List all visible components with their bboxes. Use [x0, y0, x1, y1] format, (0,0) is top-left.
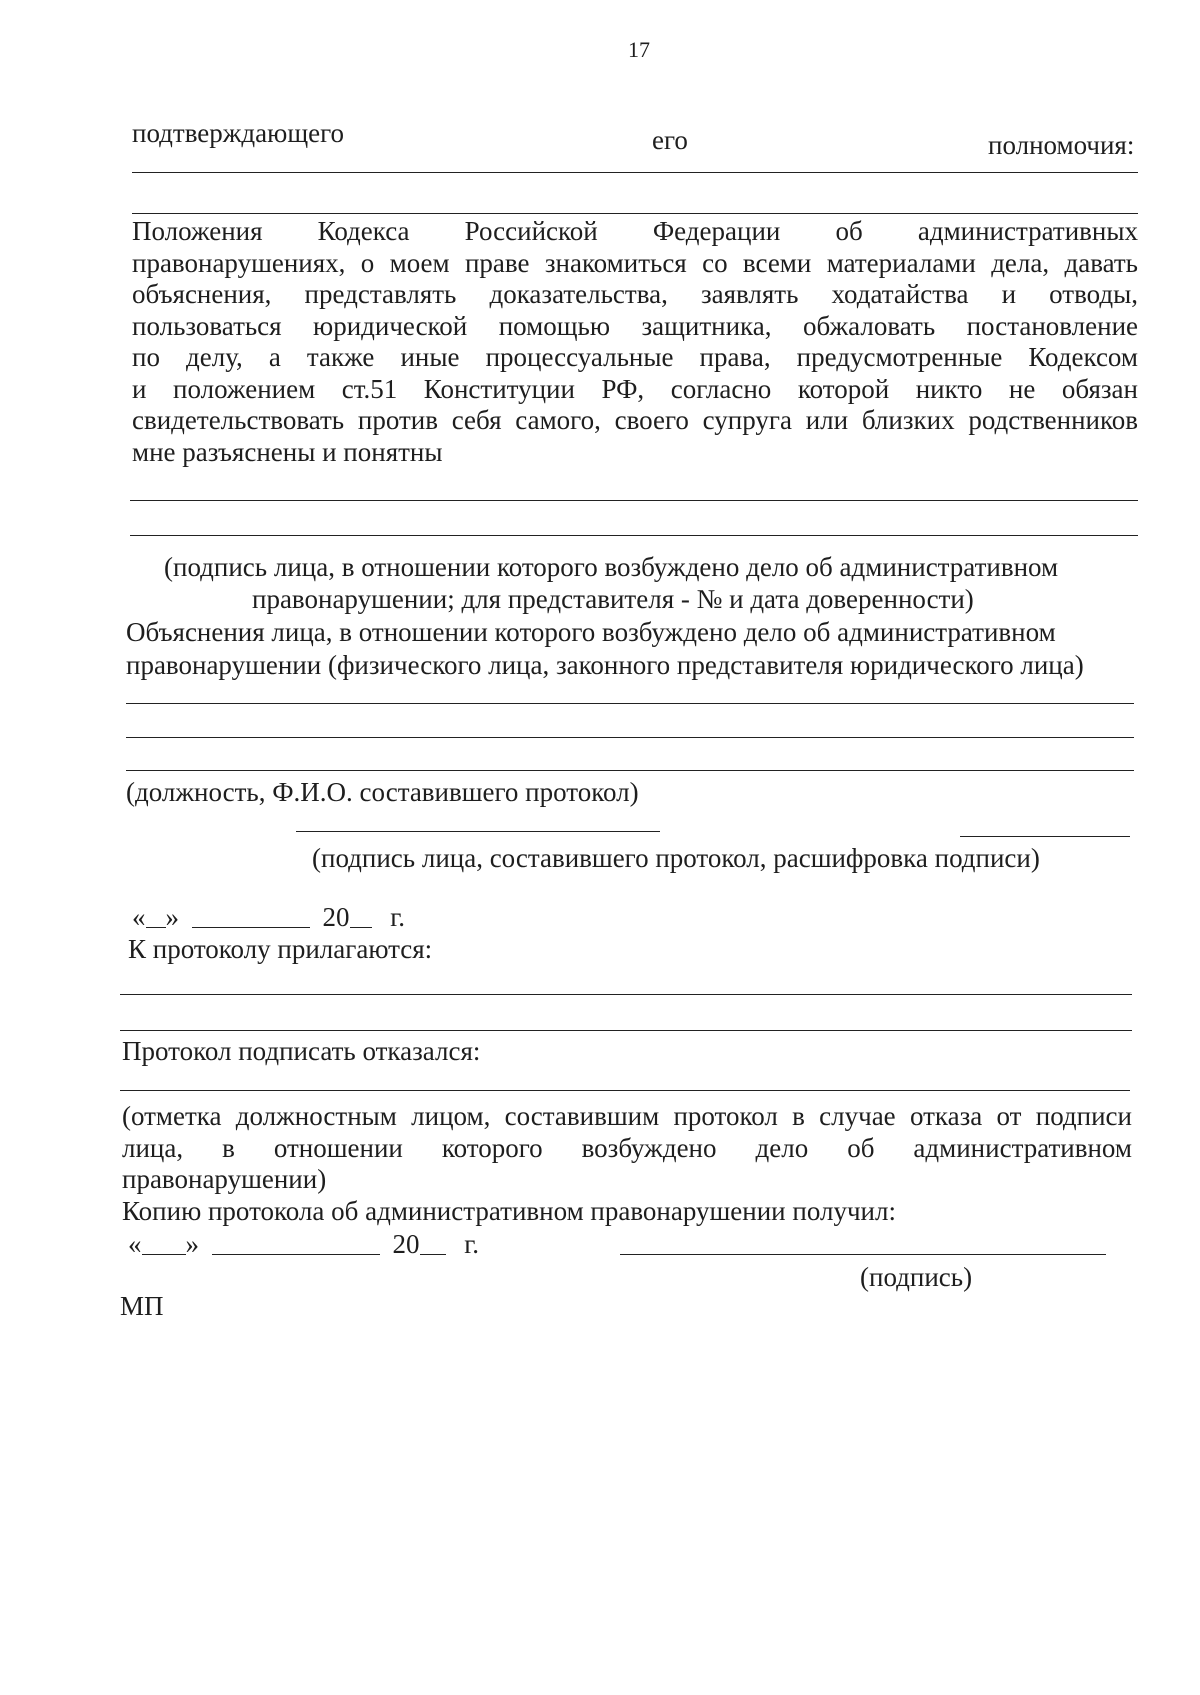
- copy-received-date: [128, 1229, 479, 1260]
- refusal-note: [122, 1101, 1132, 1195]
- date-open-quote: «: [128, 1229, 142, 1259]
- officer-signature-caption: (подпись лица, составившего протокол, расшифровка подписи): [312, 843, 1040, 873]
- header-word-1: подтверждающего: [132, 118, 345, 148]
- signature-caption: (подпись лица, в отношении которого возбуждено дело об административном: [164, 552, 1059, 582]
- header-word-3: полномочия:: [988, 130, 1135, 160]
- date-day-blank: [146, 927, 166, 928]
- date-close-quote: »: [185, 1229, 199, 1259]
- date-month-blank: [212, 1254, 380, 1255]
- officer-caption: (должность, Ф.И.О. составившего протокол): [126, 777, 639, 807]
- rights-line: объяснения, представлять доказательства, заявлять ходатайства и отводы,: [132, 279, 1138, 309]
- date-month-blank: [192, 927, 310, 928]
- explanations-heading: Объяснения лица, в отношении которого возбуждено дело об административном: [126, 617, 1056, 647]
- date-year-blank: [350, 927, 372, 928]
- officer-signature-line: [960, 836, 1130, 837]
- rights-line: и положением ст.51 Конституции РФ, согласно которой никто не обязан: [132, 373, 1138, 404]
- date-day-blank: [142, 1254, 186, 1255]
- date-year: 20: [392, 1229, 420, 1259]
- blank-line: [132, 213, 1138, 214]
- signature-line: [130, 500, 1138, 501]
- date-year-blank: [420, 1254, 446, 1255]
- attachments-label: К протоколу прилагаются:: [128, 934, 433, 964]
- copy-signature-line: [620, 1254, 1106, 1255]
- rights-line: пользоваться юридической помощью защитника, обжаловать постановление: [132, 310, 1138, 341]
- explanations-line: [126, 770, 1134, 771]
- protocol-date: [132, 902, 405, 933]
- blank-line: [132, 172, 1138, 173]
- rights-line: Положения Кодекса Российской Федерации об административных: [132, 216, 1138, 246]
- refusal-note-line: правонарушении): [122, 1164, 327, 1194]
- rights-line: свидетельствовать против себя самого, своего супруга или близких родственников: [132, 405, 1138, 435]
- refusal-note-line: лица, в отношении которого возбуждено дело об административном: [122, 1132, 1132, 1163]
- date-suffix: г.: [390, 902, 406, 932]
- rights-line: мне разъяснены и понятны: [132, 436, 443, 467]
- date-close-quote: »: [165, 902, 179, 932]
- refusal-note-line: (отметка должностным лицом, составившим протокол в случае отказа от подписи: [122, 1101, 1132, 1131]
- refused-label: Протокол подписать отказался:: [122, 1036, 481, 1066]
- stamp-label: МП: [120, 1291, 164, 1321]
- date-suffix: г.: [464, 1229, 480, 1259]
- signature-caption: правонарушении; для представителя - № и дата доверенности): [252, 584, 974, 614]
- attachments-line: [120, 994, 1132, 995]
- page-number: 17: [628, 37, 650, 62]
- attachments-line: [120, 1030, 1132, 1031]
- signature-line: [130, 535, 1138, 536]
- date-open-quote: «: [132, 902, 146, 932]
- explanations-line: [126, 737, 1134, 738]
- refusal-line: [120, 1090, 1130, 1091]
- explanations-line: [126, 703, 1134, 704]
- officer-signature-line: [296, 831, 660, 832]
- date-year: 20: [322, 902, 350, 932]
- rights-paragraph: [132, 216, 1138, 468]
- copy-received-label: Копию протокола об административном правонарушении получил:: [122, 1196, 896, 1226]
- explanations-heading: правонарушении (физического лица, законного представителя юридического лица): [126, 650, 1084, 680]
- rights-line: правонарушениях, о моем праве знакомиться со всеми материалами дела, давать: [132, 247, 1138, 278]
- header-word-2: его: [652, 125, 688, 155]
- rights-line: по делу, а также иные процессуальные права, предусмотренные Кодексом: [132, 342, 1138, 372]
- signature-label: (подпись): [860, 1262, 973, 1292]
